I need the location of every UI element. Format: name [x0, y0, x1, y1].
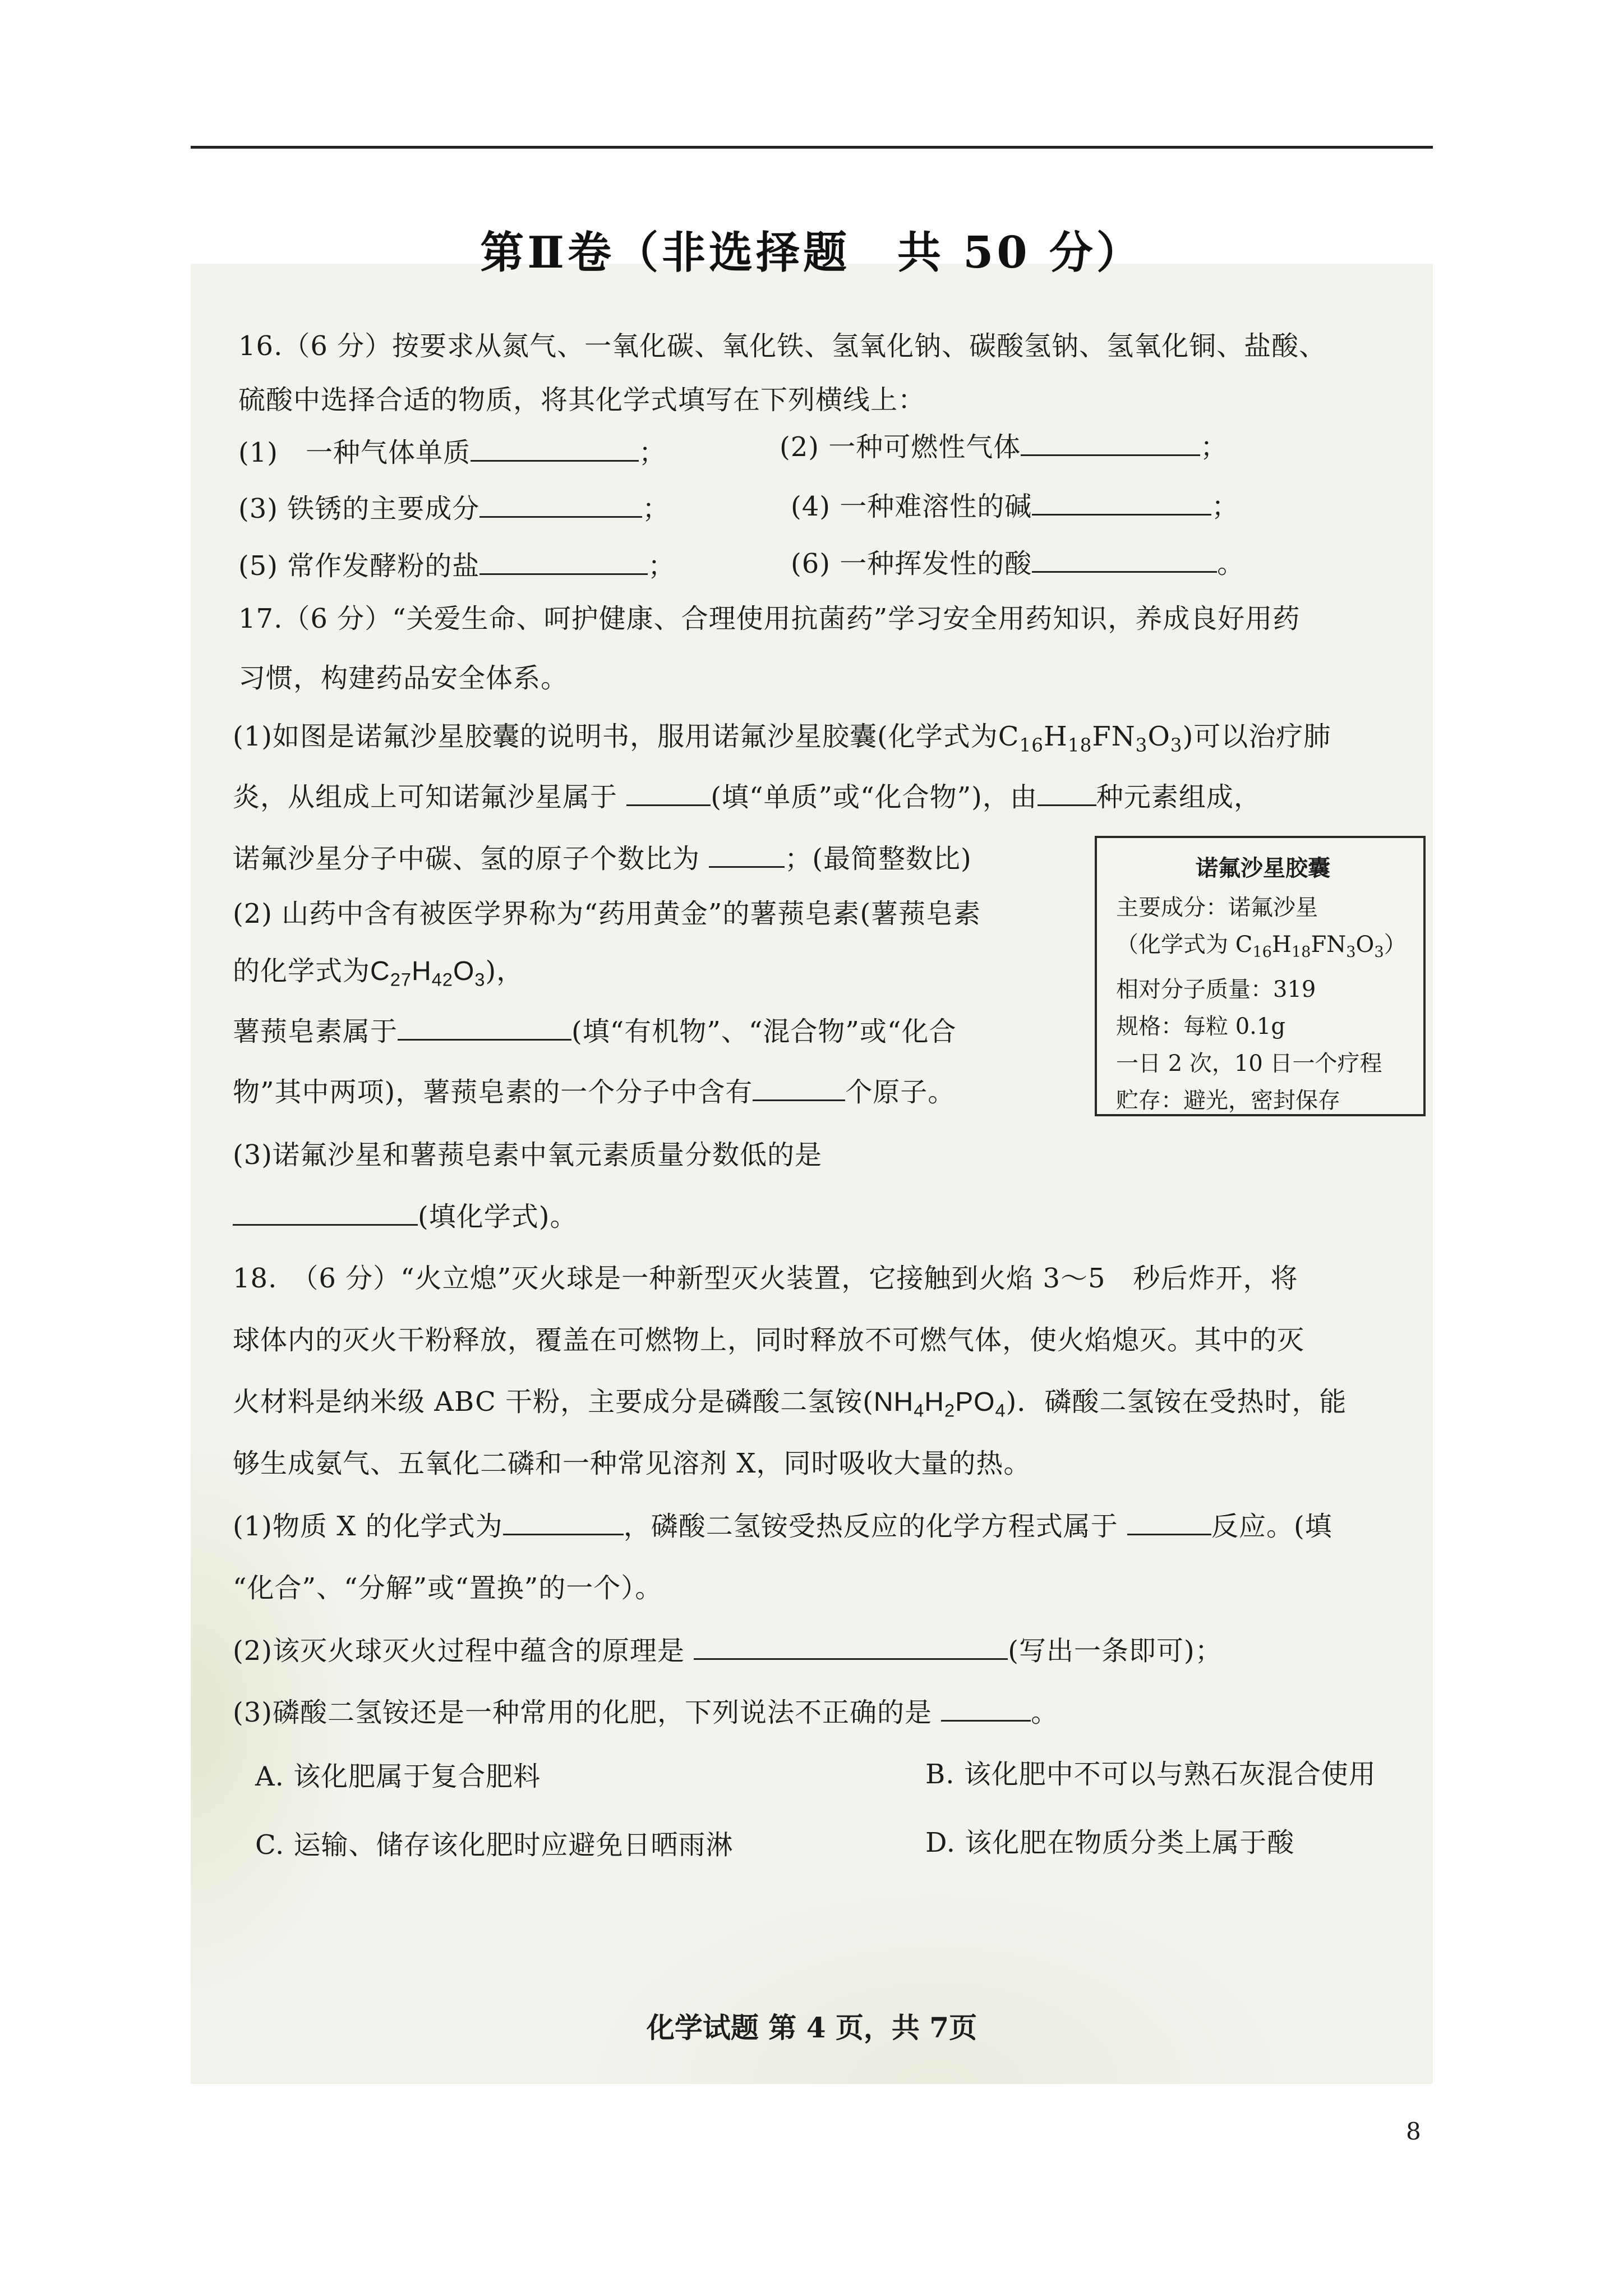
medicine-main-ingredient: 主要成分：诺氟沙星 [1116, 895, 1318, 921]
q18-blank-x-formula[interactable] [503, 1511, 624, 1535]
medicine-dosage: 一日 2 次，10 日一个疗程 [1116, 1051, 1382, 1076]
medicine-storage: 贮存：避光，密封保存 [1116, 1088, 1340, 1114]
section-title: 第Ⅱ卷（非选择题 共 50 分） [480, 227, 1144, 278]
q17-blank-classification[interactable] [626, 782, 711, 806]
diosgenin-formula: $C_{27}H_{42}O_3$ [370, 956, 486, 990]
q16-item-3-label: (3) 铁锈的主要成分 [238, 493, 480, 524]
q18-blank-principle[interactable] [694, 1636, 1008, 1660]
q18-option-a: A. 该化肥属于复合肥料 [255, 1761, 541, 1792]
q16-answer-blank-1[interactable] [471, 438, 639, 462]
q17-part1-line3: 诺氟沙星分子中碳、氢的原子个数比为 ；(最简整数比) [233, 843, 972, 875]
q18-stem-line1: 18. （6 分）“火立熄”灭火球是一种新型灭火装置，它接触到火焰 3～5 秒后炸开，将 [233, 1263, 1298, 1294]
q17-part3-line2: (填化学式)。 [233, 1195, 577, 1234]
q16-answer-blank-3[interactable] [479, 494, 642, 518]
q16-item-4-label: (4) 一种难溶性的碱 [791, 491, 1032, 522]
q16-item-2: (2) 一种可燃性气体 ； [780, 431, 1228, 463]
medicine-formula: （化学式为 $C_{16}H_{18}FN_3O_3$） [1116, 932, 1407, 961]
q16-stem-line2: 硫酸中选择合适的物质，将其化学式填写在下列横线上： [238, 384, 926, 416]
medicine-molecular-mass: 相对分子质量：319 [1116, 977, 1316, 1002]
q18-option-b: B. 该化肥中不可以与熟石灰混合使用 [925, 1759, 1376, 1790]
q18-blank-choice[interactable] [941, 1697, 1031, 1722]
q17-blank-element-count[interactable] [1038, 782, 1096, 806]
q17-blank-atom-count[interactable] [753, 1077, 845, 1101]
medicine-label-box [1095, 836, 1426, 1116]
q16-item-1: (1) 一种气体单质 ； [238, 437, 667, 468]
page-number: 8 [1406, 2118, 1421, 2145]
q16-item-5: (5) 常作发酵粉的盐 ； [238, 550, 676, 582]
q18-blank-reaction-type[interactable] [1127, 1511, 1211, 1535]
q16-item-4: (4) 一种难溶性的碱 ； [791, 491, 1239, 522]
q16-item-6: (6) 一种挥发性的酸 。 [791, 548, 1245, 579]
q16-answer-blank-6[interactable] [1032, 549, 1217, 573]
q17-part2-line3: 薯蓣皂素属于 (填“有机物”、“混合物”或“化合 [233, 1016, 957, 1047]
q18-part2: (2)该灭火球灭火过程中蕴含的原理是 (写出一条即可)； [233, 1635, 1223, 1667]
q16-item-1-label: (1) 一种气体单质 [238, 437, 471, 468]
q17-part1-line2: 炎，从组成上可知诺氟沙星属于 (填“单质”或“化合物”)，由 种元素组成， [233, 781, 1261, 813]
q17-part2-line1: (2) 山药中含有被医学界称为“药用黄金”的薯蓣皂素(薯蓣皂素 [233, 898, 981, 930]
q17-blank-diosgenin-type[interactable] [398, 1016, 571, 1041]
q16-item-6-label: (6) 一种挥发性的酸 [791, 548, 1032, 579]
q16-answer-blank-5[interactable] [479, 551, 648, 575]
q17-blank-atom-ratio[interactable] [709, 844, 785, 868]
header-rule [191, 146, 1433, 149]
q17-stem-line1: 17.（6 分）“关爱生命、呵护健康、合理使用抗菌药”学习安全用药知识，养成良好用药 [238, 603, 1301, 634]
q16-stem-line1: 16.（6 分）按要求从氮气、一氧化碳、氧化铁、氢氧化钠、碳酸氢钠、氢氧化铜、盐酸、 [238, 330, 1327, 362]
q18-part1-line2: “化合”、“分解”或“置换”的一个）。 [233, 1572, 663, 1604]
q17-blank-oxygen-formula[interactable] [233, 1202, 418, 1226]
scanned-exam-page [191, 227, 1433, 2084]
q16-answer-blank-4[interactable] [1032, 491, 1211, 516]
q18-stem-line3: 火材料是纳米级 ABC 干粉，主要成分是磷酸二氢铵$(NH_4H_2PO_4)$．磷酸二氢铵在受热时，能 [233, 1386, 1347, 1421]
q18-stem-line2: 球体内的灭火干粉释放，覆盖在可燃物上，同时释放不可燃气体，使火焰熄灭。其中的灭 [233, 1324, 1305, 1356]
q17-stem-line2: 习惯，构建药品安全体系。 [238, 662, 569, 694]
medicine-spec: 规格：每粒 0.1g [1116, 1014, 1285, 1039]
q16-item-2-label: (2) 一种可燃性气体 [780, 431, 1021, 463]
q17-part3-line1: (3)诺氟沙星和薯蓣皂素中氧元素质量分数低的是 [233, 1139, 822, 1171]
q16-item-5-label: (5) 常作发酵粉的盐 [238, 550, 480, 582]
q17-part1-line1: (1)如图是诺氟沙星胶囊的说明书，服用诺氟沙星胶囊(化学式为$C_{16}H_{18}FN_3O_3$)可以治疗肺 [233, 721, 1331, 756]
ammonium-dihydrogen-phosphate-formula: $NH_4H_2PO_4$ [873, 1387, 1006, 1421]
q18-part1-line1: (1)物质 X 的化学式为 ，磷酸二氢铵受热反应的化学方程式属于 反应。(填 [233, 1511, 1332, 1542]
medicine-label-title: 诺氟沙星胶囊 [1196, 855, 1330, 881]
q16-answer-blank-2[interactable] [1021, 432, 1200, 456]
q18-part3: (3)磷酸二氢铵还是一种常用的化肥，下列说法不正确的是 。 [233, 1697, 1059, 1728]
q17-part2-line2: 的化学式为$C_{27}H_{42}O_3$)， [233, 955, 524, 990]
q18-option-c: C. 运输、储存该化肥时应避免日晒雨淋 [255, 1829, 734, 1861]
q16-item-3: (3) 铁锈的主要成分 ； [238, 493, 670, 524]
q18-option-d: D. 该化肥在物质分类上属于酸 [925, 1827, 1295, 1858]
exam-page-footer: 化学试题 第 4 页，共 7页 [646, 2011, 978, 2044]
q17-part2-line4: 物”其中两项)，薯蓣皂素的一个分子中含有 个原子。 [233, 1076, 956, 1108]
norfloxacin-formula: $C_{16}H_{18}FN_3O_3$ [998, 721, 1183, 756]
q18-stem-line4: 够生成氨气、五氧化二磷和一种常见溶剂 X，同时吸收大量的热。 [233, 1448, 1031, 1479]
